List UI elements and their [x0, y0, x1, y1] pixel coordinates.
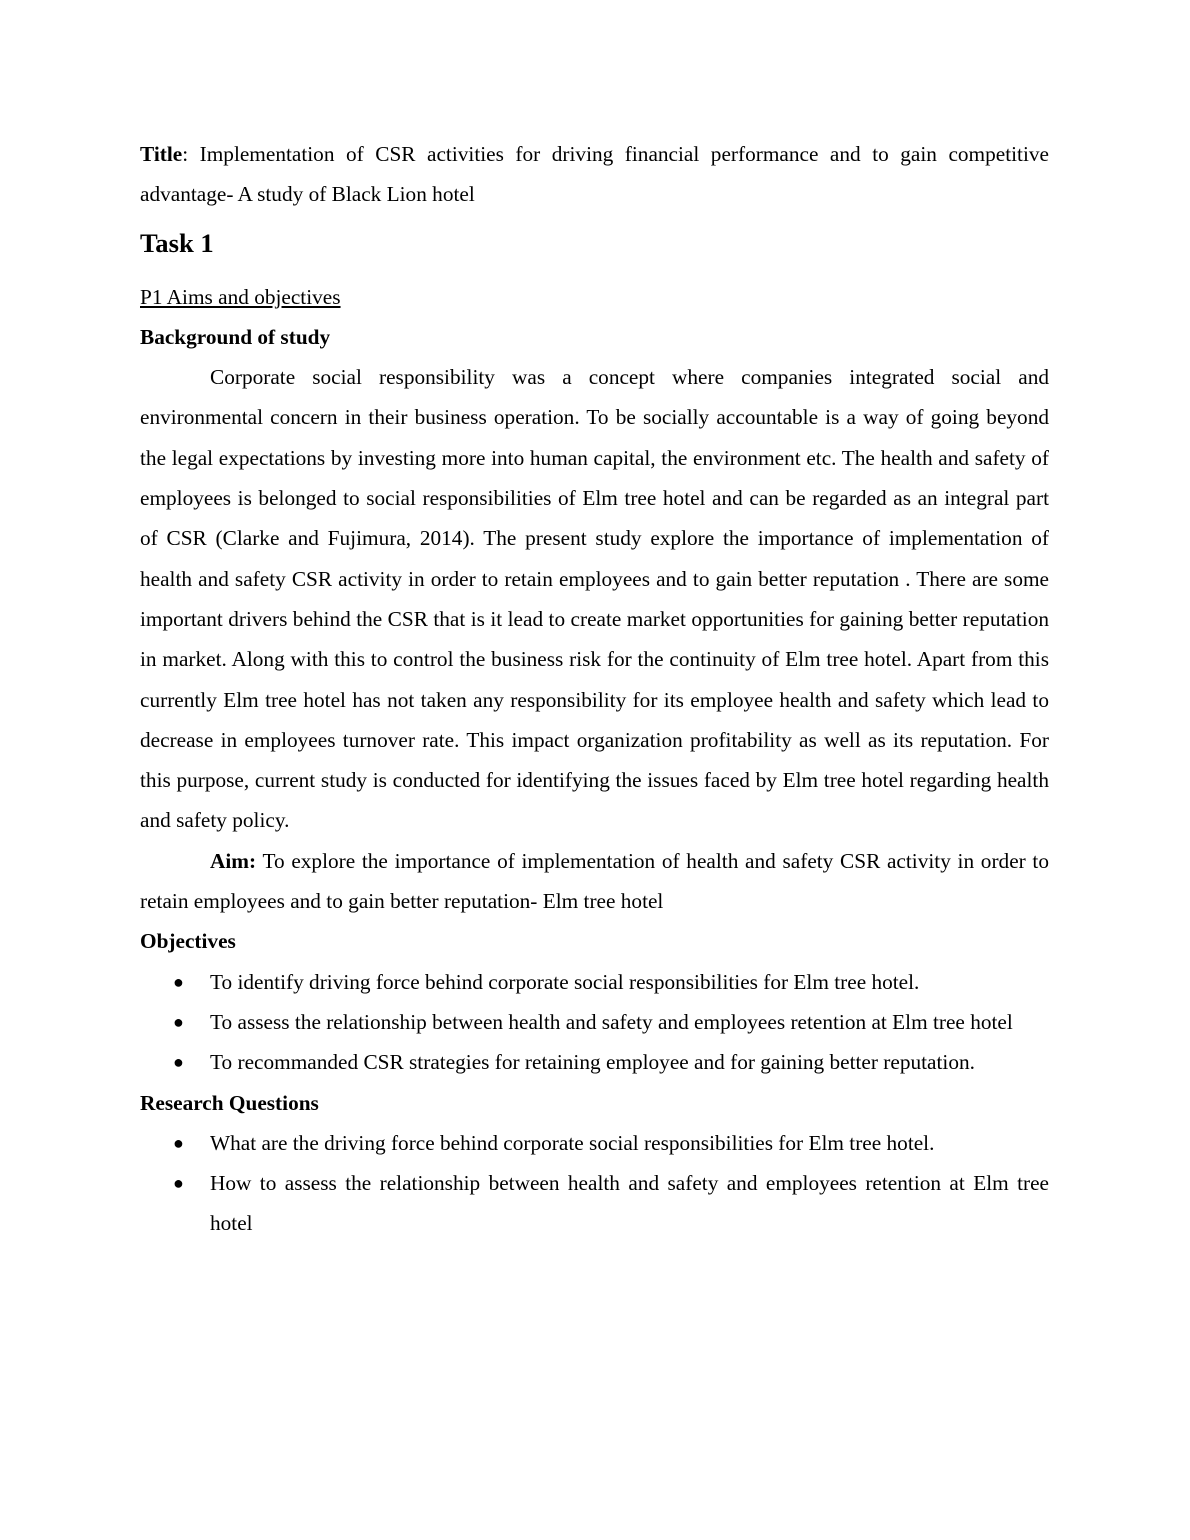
bullet-icon: ● [173, 1052, 184, 1073]
objective-text: To assess the relationship between health and safety and employees retention at Elm tree hotel [210, 1009, 1013, 1034]
research-question-text: How to assess the relationship between health and safety and employees retention at Elm tree hotel [210, 1171, 1049, 1236]
research-questions-heading: Research Questions [140, 1090, 319, 1115]
bullet-icon: ● [173, 971, 184, 992]
objectives-heading: Objectives [140, 929, 236, 954]
document-title [140, 134, 1049, 215]
document-page [140, 134, 1049, 1244]
background-paragraph: Corporate social responsibility was a concept where companies integrated social and environmental concern in their business operation. To be socially accountable is a way of going beyond the legal expectations by investing more into human capital, the environment etc. The health and safety of employees is belonged to social responsibilities of Elm tree hotel and can be regarded as an integral part of CSR (Clarke and Fujimura, 2014). The present study explore the importance of implementation of health and safety CSR activity in order to retain employees and to gain better reputation . There are some important drivers behind the CSR that is it lead to create market opportunities for gaining better reputation in market. Along with this to control the business risk for the continuity of Elm tree hotel. Apart from this currently Elm tree hotel has not taken any responsibility for its employee health and safety which lead to decrease in employees turnover rate. This impact organization profitability as well as its reputation. For this purpose, current study is conducted for identifying the issues faced by Elm tree hotel regarding health and safety policy. [140, 365, 1049, 833]
objective-text: To identify driving force behind corporate social responsibilities for Elm tree hotel. [210, 969, 920, 994]
bullet-icon: ● [173, 1011, 184, 1032]
list-item [140, 1163, 1049, 1244]
section-link-aims-objectives[interactable]: P1 Aims and objectives [140, 284, 341, 309]
list-item [140, 1042, 1049, 1082]
list-item [140, 962, 1049, 1002]
objective-text: To recommanded CSR strategies for retaining employee and for gaining better reputation. [210, 1050, 975, 1075]
list-item [140, 1002, 1049, 1042]
aim-text: To explore the importance of implementation of health and safety CSR activity in order to retain employees and to gain better reputation- Elm tree hotel [140, 848, 1049, 914]
research-question-text: What are the driving force behind corporate social responsibilities for Elm tree hotel. [210, 1130, 935, 1155]
background-heading: Background of study [140, 324, 331, 349]
task-heading: Task 1 [140, 227, 214, 258]
bullet-icon: ● [173, 1173, 184, 1194]
title-label: Title [140, 142, 183, 166]
research-questions-list [140, 1123, 1049, 1244]
aim-label: Aim: [210, 848, 257, 873]
list-item [140, 1123, 1049, 1163]
title-text: : Implementation of CSR activities for driving financial performance and to gain competitive advantage- A study of Black Lion hotel [140, 142, 1049, 207]
objectives-list [140, 962, 1049, 1083]
aim-paragraph [140, 841, 1049, 922]
bullet-icon: ● [173, 1132, 184, 1153]
